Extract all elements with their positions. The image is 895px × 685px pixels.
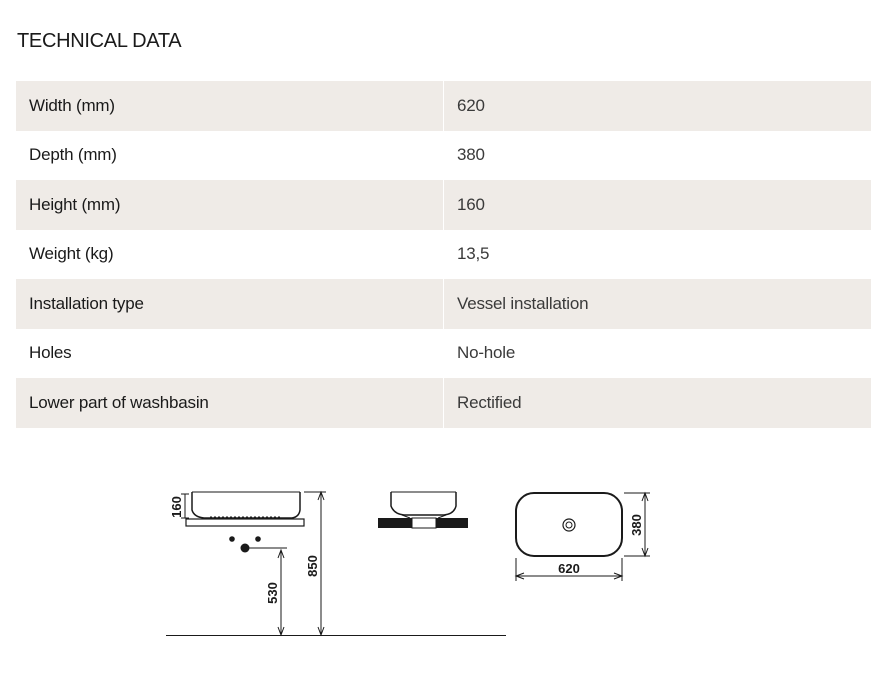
spec-value: 380 [443,131,871,181]
spec-label: Lower part of washbasin [16,378,443,428]
table-row [16,378,871,428]
basin-bowl-outline [192,492,300,518]
spec-label: Width (mm) [16,81,443,131]
spec-value: Vessel installation [443,279,871,329]
page-title: TECHNICAL DATA [17,30,182,52]
countertop-slab [186,519,304,526]
depth-dimension-label: 380 [629,514,644,536]
counter-height-label: 850 [305,555,320,577]
spec-value: No-hole [443,329,871,379]
spec-label: Weight (kg) [29,244,114,264]
technical-drawings [0,470,895,650]
front-bowl-outline [391,492,456,515]
tap-height-label: 530 [265,582,280,604]
spec-value: 160 [443,180,871,230]
table-row [16,279,871,329]
table-row [16,180,871,230]
spec-value: 620 [443,81,871,131]
plan-view-drawing [516,493,650,581]
front-view-drawing [391,492,456,515]
table-row [16,81,871,131]
spec-label: Height (mm) [16,180,443,230]
drain-icon [563,519,575,531]
height-dimension-label: 160 [169,496,184,518]
side-elevation-drawing [166,492,506,636]
spec-label: Installation type [16,279,443,329]
table-row [16,230,871,280]
spec-value: Rectified [443,378,871,428]
width-dimension-label: 620 [558,561,580,576]
table-row [16,131,871,181]
table-row [16,329,871,379]
spec-label: Depth (mm) [29,145,117,165]
drain-inner-icon [566,522,572,528]
spec-value: 13,5 [443,230,871,280]
supply-point-icon [255,536,261,542]
supply-point-icon [229,536,235,542]
spec-label: Holes [29,343,72,363]
technical-data-table [16,81,871,428]
waste-point-icon [241,544,250,553]
front-drain-cutout [412,518,436,528]
plan-basin-outline [516,493,622,556]
